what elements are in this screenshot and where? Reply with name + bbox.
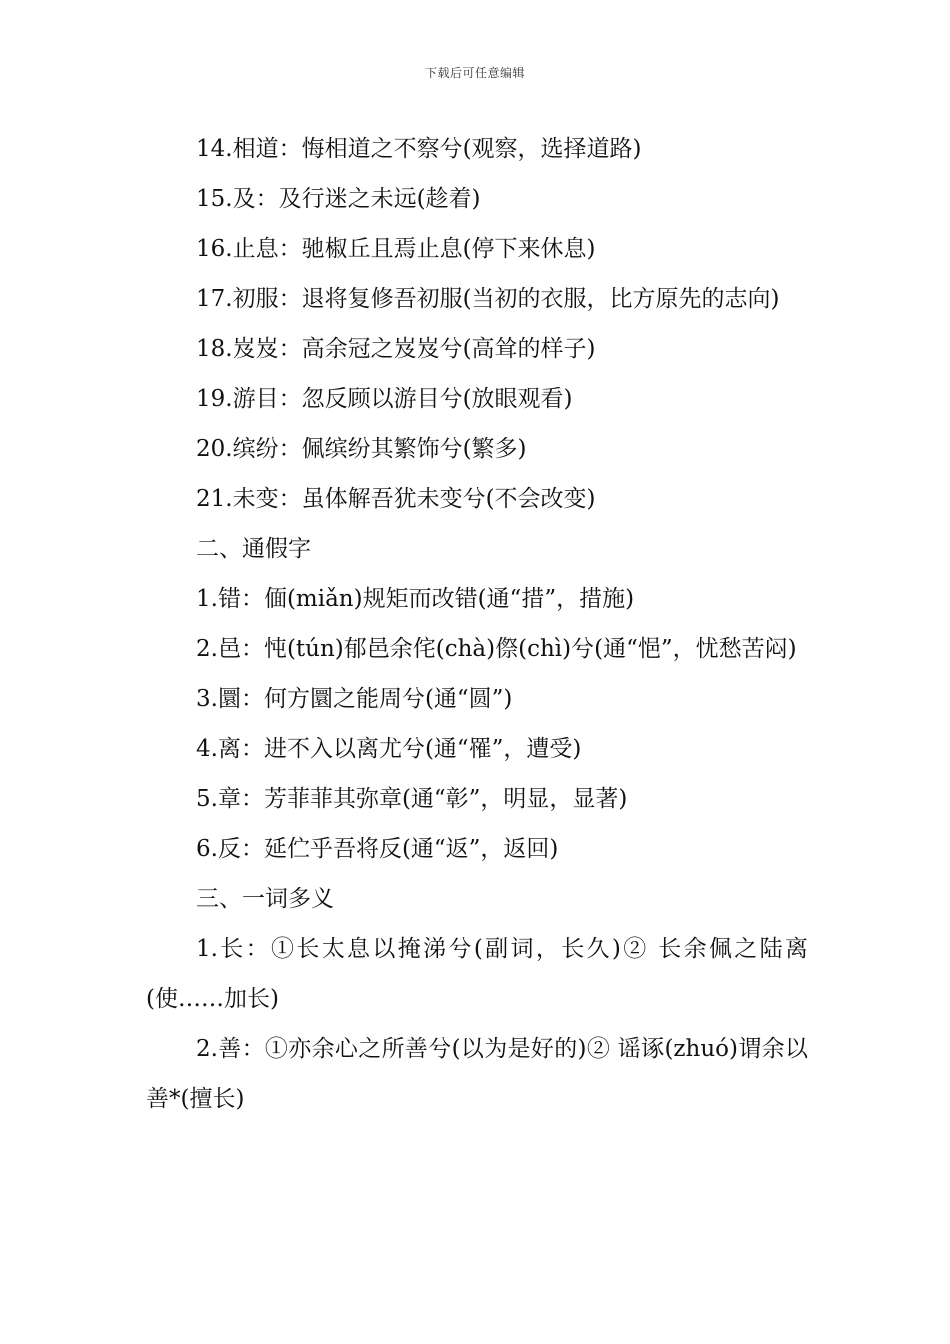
list-item: 15.及：及行迷之未远(趁着): [196, 186, 481, 212]
list-item: 5.章：芳菲菲其弥章(通“彰”，明显，显著): [196, 786, 628, 812]
document-body: [146, 124, 808, 1124]
list-item: 1.错：偭(miǎn)规矩而改错(通“措”，措施): [196, 586, 635, 612]
list-item: 1.长：①长太息以掩涕兮(副词，长久)② 长余佩之陆离(使……加长): [146, 936, 808, 1012]
list-item: 18.岌岌：高余冠之岌岌兮(高耸的样子): [196, 336, 596, 362]
list-item: 6.反：延伫乎吾将反(通“返”，返回): [196, 836, 559, 862]
list-item: 19.游目：忽反顾以游目兮(放眼观看): [196, 386, 573, 412]
list-item: 17.初服：退将复修吾初服(当初的衣服，比方原先的志向): [196, 286, 780, 312]
list-item: 21.未变：虽体解吾犹未变兮(不会改变): [196, 486, 596, 512]
list-item: 20.缤纷：佩缤纷其繁饰兮(繁多): [196, 436, 527, 462]
list-item: 2.邑：忳(tún)郁邑余侘(chà)傺(chì)兮(通“悒”，忧愁苦闷): [196, 636, 797, 662]
list-item: 14.相道：悔相道之不察兮(观察，选择道路): [196, 136, 642, 162]
list-item: 4.离：进不入以离尤兮(通“罹”，遭受): [196, 736, 582, 762]
section-heading: 三、一词多义: [196, 886, 334, 912]
list-item: 2.善：①亦余心之所善兮(以为是好的)② 谣诼(zhuó)谓余以善*(擅长): [146, 1036, 808, 1112]
page-header: 下载后可任意编辑: [424, 66, 525, 80]
list-item: 16.止息：驰椒丘且焉止息(停下来休息): [196, 236, 596, 262]
section-heading: 二、通假字: [196, 536, 311, 562]
list-item: 3.圜：何方圜之能周兮(通“圆”): [196, 686, 513, 712]
